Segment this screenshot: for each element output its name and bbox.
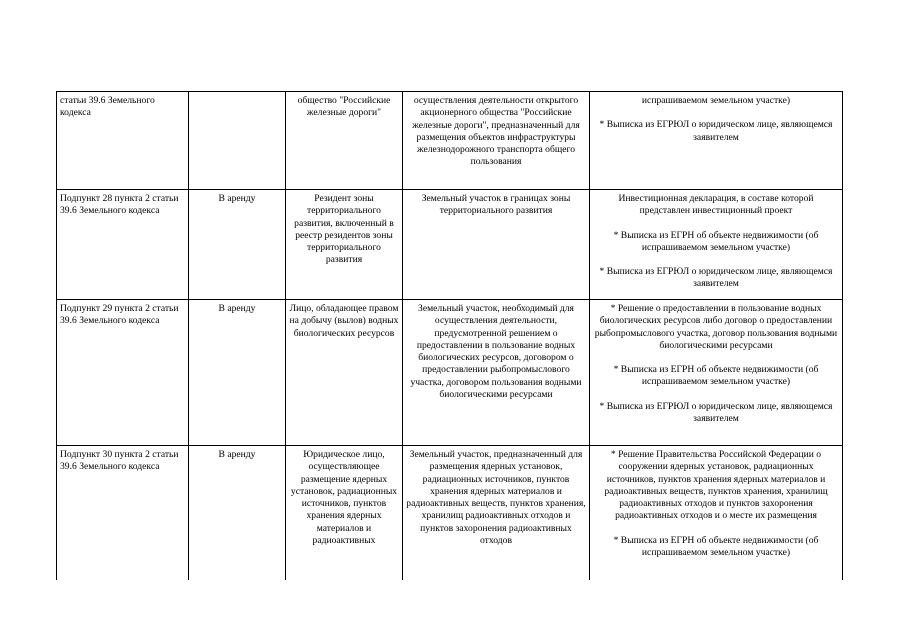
document-item: * Выписка из ЕГРЮЛ о юридическом лице, являющемся заявителем	[599, 400, 833, 425]
basis-cell: Подпункт 28 пункта 2 статьи 39.6 Земельного кодекса	[57, 190, 189, 300]
document-item: * Выписка из ЕГРН об объекте недвижимости (об испрашиваемом земельном участке)	[613, 364, 819, 388]
recipient-cell: Резидент зоны территориального развития, включенный в реестр резидентов зоны территориального развития	[286, 190, 403, 300]
form-cell	[189, 92, 286, 190]
basis-cell: статьи 39.6 Земельного кодекса	[57, 92, 189, 190]
document-item: * Решение Правительства Российской Федерации о сооружении ядерных установок, радиационных источников, пунктов хранения ядерных материалов и радиоактивных веществ, пунктов хранения, хранилищ радиоактивных отходов и пунктов захоронения радиоактивных отходов и о месте их размещения	[604, 449, 828, 522]
form-cell: В аренду	[189, 190, 286, 300]
form-cell: В аренду	[189, 446, 286, 580]
table-row	[57, 190, 843, 300]
documents-cell	[590, 446, 843, 580]
document-item: * Решение о предоставлении в пользование водных биологических ресурсов либо договор о предоставлении рыбопромыслового участка, договор пользования водными биологическими ресурсами	[594, 303, 838, 351]
plot-cell: осуществления деятельности открытого акционерного общества "Российские железные дороги", предназначенный для размещения объектов инфраструктуры железнодорожного транспорта общего пользования	[403, 92, 590, 190]
recipient-cell: Лицо, обладающее правом на добычу (вылов) водных биологических ресурсов	[286, 300, 403, 446]
land-provision-table	[56, 91, 843, 580]
document-item: * Выписка из ЕГРЮЛ о юридическом лице, являющемся заявителем	[599, 266, 833, 290]
basis-cell: Подпункт 29 пункта 2 статьи 39.6 Земельного кодекса	[57, 300, 189, 446]
table-row	[57, 92, 843, 190]
document-item: Инвестиционная декларация, в составе которой представлен инвестиционный проект	[618, 193, 814, 217]
documents-cell	[590, 92, 843, 190]
form-cell: В аренду	[189, 300, 286, 446]
document-item: * Выписка из ЕГРН об объекте недвижимости (об испрашиваемом земельном участке)	[613, 534, 819, 559]
document-item: * Выписка из ЕГРН об объекте недвижимости (об испрашиваемом земельном участке)	[613, 229, 819, 253]
document-item: испрашиваемом земельном участке)	[641, 95, 791, 106]
plot-cell: Земельный участок, предназначенный для размещения ядерных установок, радиационных источников, пунктов хранения ядерных материалов и радиоактивных веществ, пунктов хранения, хранилищ радиоактивных отходов и пунктов захоронения радиоактивных отходов	[403, 446, 590, 580]
recipient-cell: Юридическое лицо, осуществляющее размещение ядерных установок, радиационных источников, пунктов хранения ядерных материалов и радиоактивных	[286, 446, 403, 580]
plot-cell: Земельный участок, необходимый для осуществления деятельности, предусмотренной решением о предоставлении в пользование водных биологических ресурсов, договором о предоставлении рыбопромыслового участка, договором пользования водными биологическими ресурсами	[403, 300, 590, 446]
table-row	[57, 446, 843, 580]
table-row	[57, 300, 843, 446]
recipient-cell: общество "Российские железные дороги"	[286, 92, 403, 190]
documents-cell	[590, 300, 843, 446]
documents-cell	[590, 190, 843, 300]
document-item: * Выписка из ЕГРЮЛ о юридическом лице, являющемся заявителем	[599, 119, 833, 143]
basis-cell: Подпункт 30 пункта 2 статьи 39.6 Земельного кодекса	[57, 446, 189, 580]
plot-cell: Земельный участок в границах зоны территориального развития	[403, 190, 590, 300]
